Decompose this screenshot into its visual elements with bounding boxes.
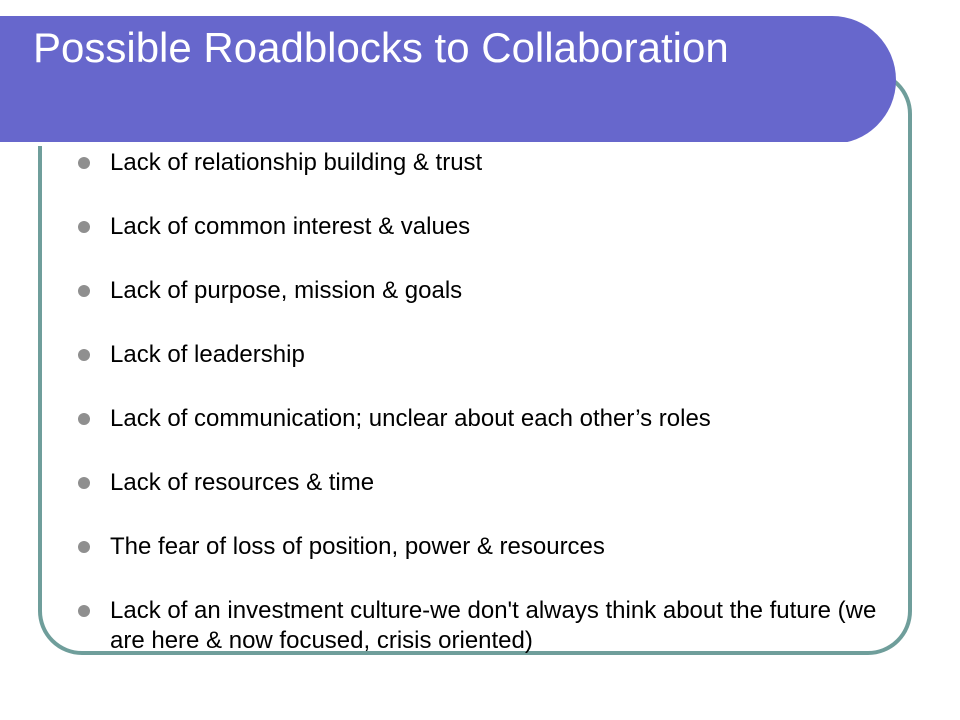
bullet-text: Lack of leadership: [110, 341, 305, 368]
title-underline: [0, 142, 850, 146]
bullet-text: The fear of loss of position, power & resources: [110, 533, 605, 560]
bullet-text: Lack of resources & time: [110, 469, 375, 496]
bullet-item: [78, 532, 878, 562]
bullet-dot-icon: [78, 605, 90, 617]
bullet-text: Lack of relationship building & trust: [110, 149, 483, 176]
bullet-text: Lack of an investment culture-we don't always think about the future (we are here & now focused, crisis oriented): [110, 597, 877, 654]
bullet-text: Lack of common interest & values: [110, 213, 471, 240]
bullet-item: [78, 468, 878, 498]
bullet-dot-icon: [78, 285, 90, 297]
bullet-item: [78, 276, 878, 306]
bullet-item: [78, 148, 878, 178]
bullet-dot-icon: [78, 221, 90, 233]
bullet-item: [78, 596, 878, 656]
bullet-item: [78, 340, 878, 370]
bullet-item: [78, 404, 878, 434]
bullet-dot-icon: [78, 541, 90, 553]
slide-title: Possible Roadblocks to Collaboration: [33, 24, 729, 71]
bullet-dot-icon: [78, 349, 90, 361]
bullet-dot-icon: [78, 477, 90, 489]
bullet-text: Lack of communication; unclear about each other’s roles: [110, 405, 711, 432]
bullet-dot-icon: [78, 157, 90, 169]
bullet-dot-icon: [78, 413, 90, 425]
bullet-text: Lack of purpose, mission & goals: [110, 277, 463, 304]
bullet-list: [78, 148, 878, 656]
bullet-item: [78, 212, 878, 242]
